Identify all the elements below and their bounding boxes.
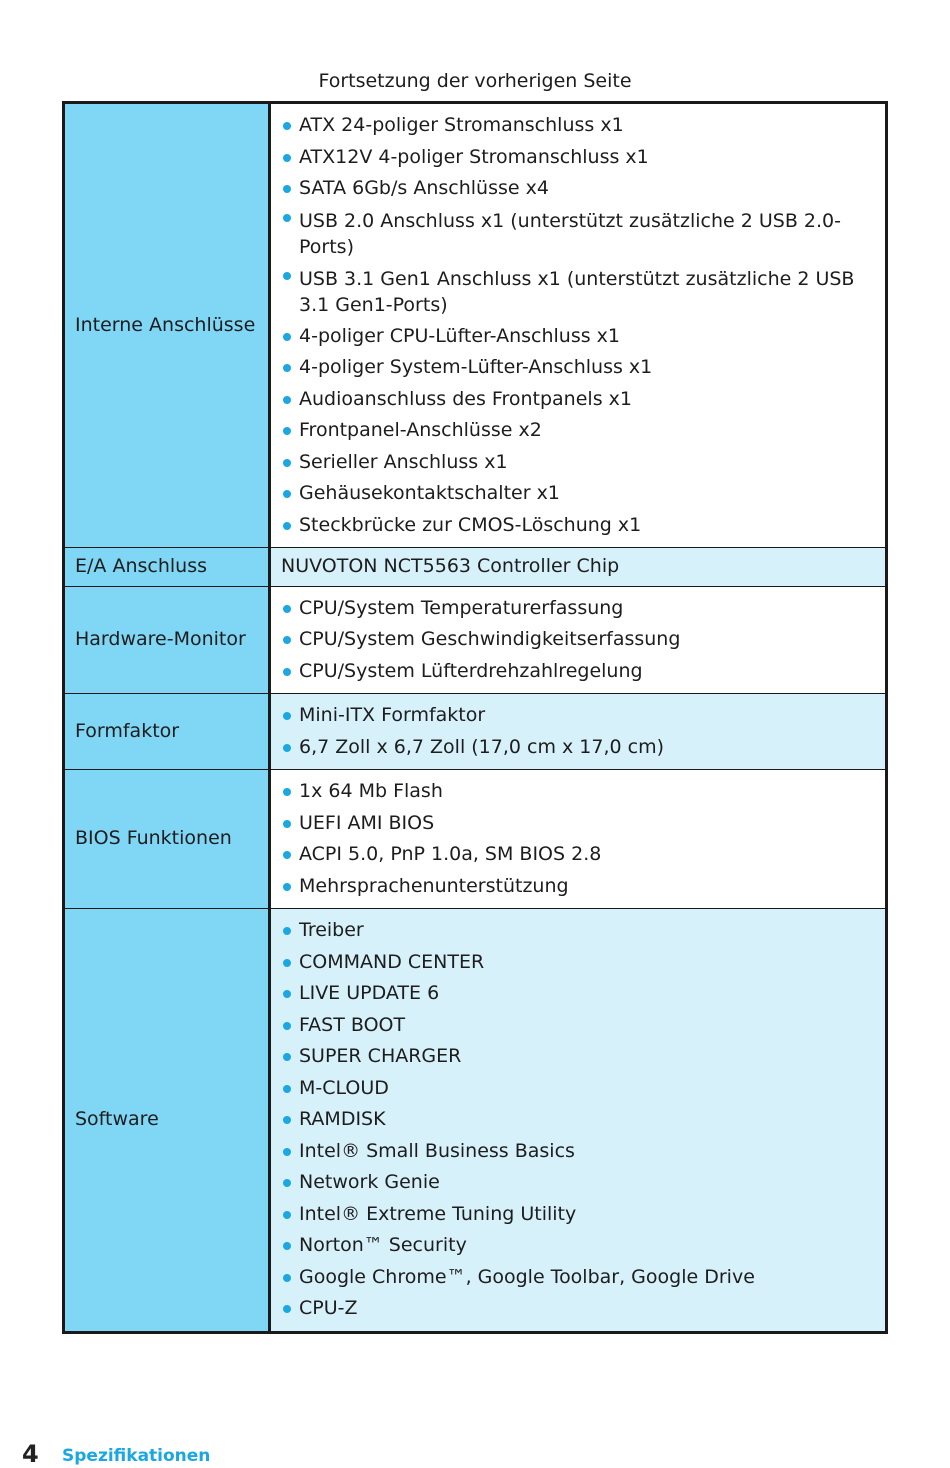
- row-label: Software: [64, 909, 270, 1333]
- item-list: [281, 110, 877, 541]
- list-item: LIVE UPDATE 6: [281, 978, 877, 1010]
- bullet-icon: [283, 788, 291, 796]
- spec-table: [62, 101, 888, 1334]
- bullet-icon: [283, 185, 291, 193]
- list-item: Treiber: [281, 915, 877, 947]
- list-item: M-CLOUD: [281, 1073, 877, 1105]
- bullet-icon: [283, 1179, 291, 1187]
- list-item: ATX12V 4-poliger Stromanschluss x1: [281, 142, 877, 174]
- item-list: [281, 915, 877, 1325]
- list-item: CPU/System Lüfterdrehzahlregelung: [281, 656, 877, 688]
- list-item: CPU-Z: [281, 1293, 877, 1325]
- item-list: [281, 593, 877, 688]
- list-item: SATA 6Gb/s Anschlüsse x4: [281, 173, 877, 205]
- spec-row-internal-connectors: [64, 103, 887, 548]
- bullet-icon: [283, 364, 291, 372]
- spec-row-hardware-monitor: [64, 586, 887, 694]
- bullet-icon: [283, 427, 291, 435]
- bullet-icon: [283, 272, 291, 280]
- list-item: ATX 24-poliger Stromanschluss x1: [281, 110, 877, 142]
- bullet-icon: [283, 712, 291, 720]
- row-content: [270, 694, 887, 770]
- bullet-icon: [283, 459, 291, 467]
- row-content: [270, 770, 887, 909]
- bullet-icon: [283, 490, 291, 498]
- section-label: Spezifikationen: [62, 1446, 211, 1466]
- bullet-icon: [283, 1116, 291, 1124]
- list-item: Steckbrücke zur CMOS-Löschung x1: [281, 510, 877, 542]
- bullet-icon: [283, 990, 291, 998]
- item-list: [281, 776, 877, 902]
- bullet-icon: [283, 396, 291, 404]
- list-item: Mini-ITX Formfaktor: [281, 700, 877, 732]
- bullet-icon: [283, 333, 291, 341]
- list-item: Serieller Anschluss x1: [281, 447, 877, 479]
- bullet-icon: [283, 1053, 291, 1061]
- bullet-icon: [283, 605, 291, 613]
- list-item: Network Genie: [281, 1167, 877, 1199]
- list-item: CPU/System Temperaturerfassung: [281, 593, 877, 625]
- list-item: ACPI 5.0, PnP 1.0a, SM BIOS 2.8: [281, 839, 877, 871]
- spec-row-bios-features: [64, 770, 887, 909]
- bullet-icon: [283, 851, 291, 859]
- list-item: FAST BOOT: [281, 1010, 877, 1042]
- list-item: Google Chrome™, Google Toolbar, Google Drive: [281, 1262, 877, 1294]
- table-caption: Fortsetzung der vorherigen Seite: [318, 70, 632, 92]
- bullet-icon: [283, 1148, 291, 1156]
- list-item: SUPER CHARGER: [281, 1041, 877, 1073]
- spec-row-form-factor: [64, 694, 887, 770]
- row-content: [270, 548, 887, 587]
- list-item: 4-poliger System-Lüfter-Anschluss x1: [281, 352, 877, 384]
- row-content: [270, 103, 887, 548]
- bullet-icon: [283, 668, 291, 676]
- bullet-icon: [283, 820, 291, 828]
- list-item: 4-poliger CPU-Lüfter-Anschluss x1: [281, 321, 877, 353]
- list-item: USB 2.0 Anschluss x1 (unterstützt zusätzliche 2 USB 2.0-Ports): [281, 205, 877, 263]
- list-item: Frontpanel-Anschlüsse x2: [281, 415, 877, 447]
- row-label: E/A Anschluss: [64, 548, 270, 587]
- item-list: [281, 700, 877, 763]
- row-label: Hardware-Monitor: [64, 586, 270, 694]
- list-item: USB 3.1 Gen1 Anschluss x1 (unterstützt zusätzliche 2 USB 3.1 Gen1-Ports): [281, 263, 877, 321]
- row-content: [270, 909, 887, 1333]
- list-item: UEFI AMI BIOS: [281, 808, 877, 840]
- bullet-icon: [283, 1305, 291, 1313]
- list-item: Intel® Extreme Tuning Utility: [281, 1199, 877, 1231]
- bullet-icon: [283, 1022, 291, 1030]
- bullet-icon: [283, 1274, 291, 1282]
- list-item: COMMAND CENTER: [281, 947, 877, 979]
- page-number: 4: [22, 1440, 39, 1468]
- bullet-icon: [283, 1085, 291, 1093]
- spec-row-io-connector: [64, 548, 887, 587]
- bullet-icon: [283, 1211, 291, 1219]
- bullet-icon: [283, 959, 291, 967]
- row-content: [270, 586, 887, 694]
- bullet-icon: [283, 1242, 291, 1250]
- row-label: BIOS Funktionen: [64, 770, 270, 909]
- bullet-icon: [283, 927, 291, 935]
- bullet-icon: [283, 744, 291, 752]
- list-item: Audioanschluss des Frontpanels x1: [281, 384, 877, 416]
- list-item: Intel® Small Business Basics: [281, 1136, 877, 1168]
- bullet-icon: [283, 154, 291, 162]
- list-item: 6,7 Zoll x 6,7 Zoll (17,0 cm x 17,0 cm): [281, 732, 877, 764]
- list-item: Norton™ Security: [281, 1230, 877, 1262]
- spec-row-software: [64, 909, 887, 1333]
- bullet-icon: [283, 636, 291, 644]
- bullet-icon: [283, 522, 291, 530]
- row-label: Formfaktor: [64, 694, 270, 770]
- list-item: CPU/System Geschwindigkeitserfassung: [281, 624, 877, 656]
- list-item: RAMDISK: [281, 1104, 877, 1136]
- list-item: 1x 64 Mb Flash: [281, 776, 877, 808]
- list-item: Gehäusekontaktschalter x1: [281, 478, 877, 510]
- bullet-icon: [283, 883, 291, 891]
- bullet-icon: [283, 122, 291, 130]
- row-label: Interne Anschlüsse: [64, 103, 270, 548]
- bullet-icon: [283, 214, 291, 222]
- row-text: NUVOTON NCT5563 Controller Chip: [281, 555, 620, 577]
- list-item: Mehrsprachenunterstützung: [281, 871, 877, 903]
